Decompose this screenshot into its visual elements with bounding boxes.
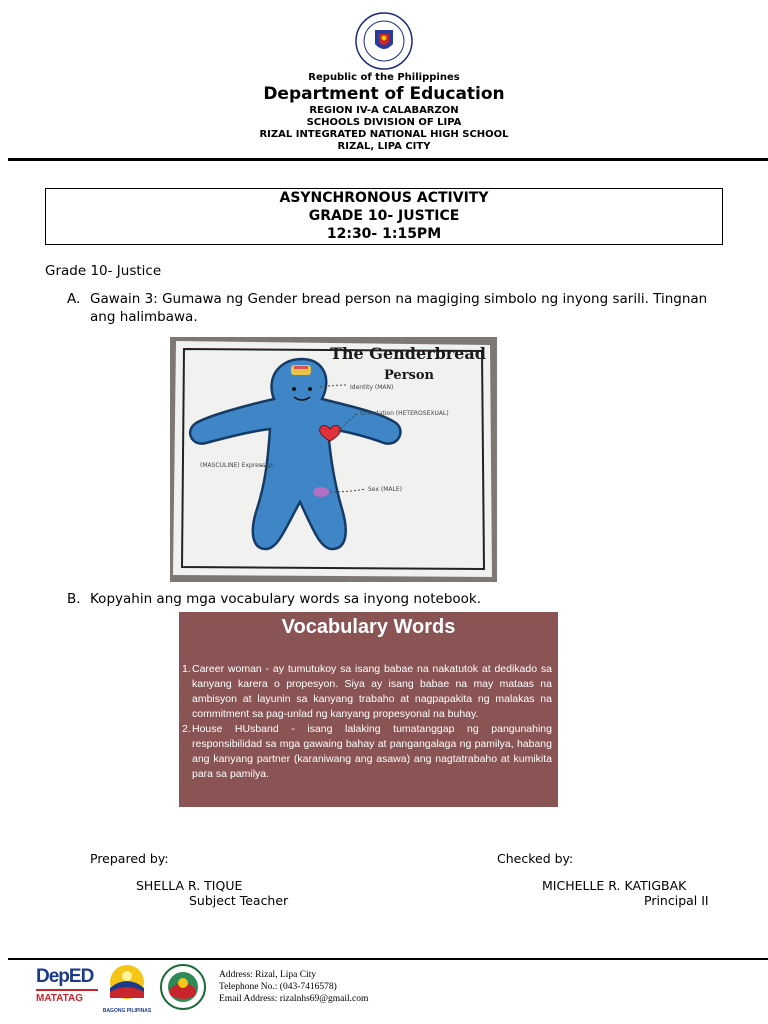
- vocabulary-item: [182, 722, 552, 782]
- region-label: REGION IV-A CALABARZON: [309, 105, 459, 116]
- activity-time: 12:30- 1:15PM: [326, 226, 442, 242]
- activity-box: [45, 188, 723, 245]
- footer-email: Email Address: rizalnhs69@gmail.com: [219, 994, 369, 1004]
- prepared-by-name: SHELLA R. TIQUE: [136, 878, 243, 893]
- footer-divider: [8, 958, 768, 960]
- bagong-pilipinas-logo: [102, 962, 152, 1014]
- vocabulary-item-text: House HUsband - isang lalaking tumatanggap ng pangunahing responsibilidad sa mga gawaing bahay at pangangalaga ng pamilya, habang ang kanyang partner (karaniwang ang asawa) ang nagtatrabaho at kumikita para sa pamilya.: [192, 723, 552, 780]
- activity-grade: GRADE 10- JUSTICE: [308, 208, 460, 224]
- bagong-pilipinas-text: BAGONG PILIPINAS: [102, 1008, 152, 1014]
- genderbread-drawing: [170, 337, 497, 582]
- republic-label: Republic of the Philippines: [308, 72, 460, 83]
- drawing-label-identity: Identity (MAN): [350, 384, 394, 391]
- school-seal-icon: [160, 963, 206, 1011]
- task-b-marker: B.: [67, 591, 81, 607]
- deped-matatag-logo: [36, 966, 98, 1012]
- drawing-label-orientation: Orientation (HETEROSEXUAL): [360, 410, 449, 417]
- footer-address: Address: Rizal, Lipa City: [219, 970, 317, 980]
- drawing-label-expression: (MASCULINE) Expression: [200, 462, 275, 469]
- division-label: SCHOOLS DIVISION OF LIPA: [306, 117, 462, 128]
- vocabulary-item-number: 1.: [182, 663, 191, 675]
- prepared-by-label: Prepared by:: [90, 851, 169, 866]
- header-divider: [8, 158, 768, 161]
- drawing-title-line1: The Genderbread: [330, 344, 486, 363]
- activity-type: ASYNCHRONOUS ACTIVITY: [279, 190, 489, 206]
- drawing-title-line2: Person: [384, 368, 434, 383]
- drawing-label-sex: Sex (MALE): [368, 486, 402, 493]
- vocabulary-item-text: Career woman - ay tumutukoy sa isang babae na nakatutok at dedikado sa kanyang karera o propesyon. Siya ay isang babae na may mataas na ambisyon at layunin sa kanyang trabaho at nagpapakita ng malakas na commitment sa pag-unlad ng kanyang propesyonal na buhay.: [192, 663, 552, 720]
- vocabulary-card: [179, 612, 558, 807]
- matatag-text: MATATAG: [36, 993, 84, 1004]
- task-a-marker: A.: [67, 291, 81, 307]
- prepared-by-title: Subject Teacher: [189, 893, 289, 908]
- department-title: Department of Education: [263, 84, 505, 104]
- checked-by-name: MICHELLE R. KATIGBAK: [542, 878, 687, 893]
- deped-logo-text: DepED: [36, 966, 94, 987]
- footer-telephone: Telephone No.: (043-7416578): [219, 982, 337, 992]
- vocabulary-title: Vocabulary Words: [281, 616, 456, 638]
- bagong-pilipinas-icon: [102, 962, 152, 1004]
- task-a-line2: ang halimbawa.: [90, 309, 198, 325]
- school-label: RIZAL INTEGRATED NATIONAL HIGH SCHOOL: [259, 129, 509, 140]
- task-b-text: Kopyahin ang mga vocabulary words sa inyong notebook.: [90, 591, 482, 607]
- vocabulary-list: [182, 662, 552, 782]
- task-a-line1: Gawain 3: Gumawa ng Gender bread person na magiging simbolo ng inyong sarili. Tingnan: [90, 291, 708, 307]
- location-label: RIZAL, LIPA CITY: [337, 141, 431, 152]
- checked-by-title: Principal II: [644, 893, 709, 908]
- checked-by-label: Checked by:: [497, 851, 574, 866]
- vocabulary-item-number: 2.: [182, 723, 191, 735]
- genderbread-photo: [170, 337, 497, 582]
- vocabulary-item: [182, 662, 552, 722]
- grade-label: Grade 10- Justice: [45, 263, 162, 279]
- deped-seal-icon: [355, 12, 413, 70]
